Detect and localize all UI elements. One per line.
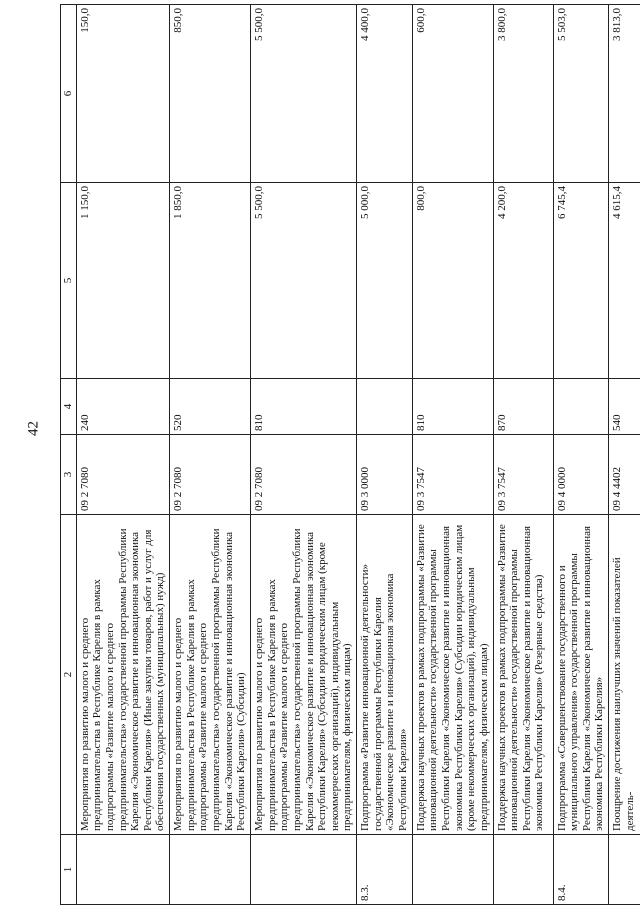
header-col-4: 4	[61, 379, 77, 435]
row-sum-1: 5 500,0	[250, 183, 356, 379]
row-code: 09 2 7080	[170, 435, 251, 515]
row-number	[170, 835, 251, 905]
header-col-1: 1	[61, 835, 77, 905]
row-expense-type	[357, 379, 413, 435]
row-expense-type: 240	[76, 379, 169, 435]
row-expense-type: 810	[250, 379, 356, 435]
row-sum-2: 5 503,0	[553, 5, 609, 183]
row-sum-2: 600,0	[412, 5, 493, 183]
table-row	[412, 5, 493, 905]
row-code: 09 4 4402	[609, 435, 640, 515]
header-col-3: 3	[61, 435, 77, 515]
row-number: 8.4.	[553, 835, 609, 905]
row-number	[493, 835, 553, 905]
row-number	[609, 835, 640, 905]
row-name: Мероприятия по развитию малого и среднего предпринимательства в Республике Карелия в рамках подпрограммы «Развитие малого и среднего предпринимательства» государственной программы Республики Карелия «Экономическое развитие и инновационная экономика Республики Карелия» (Иные закупки товаров, работ и услуг для обеспечения государственных (муниципальных) нужд)	[76, 515, 169, 835]
table-row	[553, 5, 609, 905]
row-sum-2: 850,0	[170, 5, 251, 183]
header-col-2: 2	[61, 515, 77, 835]
row-code: 09 3 0000	[357, 435, 413, 515]
row-sum-1: 6 745,4	[553, 183, 609, 379]
row-number: 8.3.	[357, 835, 413, 905]
page-number: 42	[25, 421, 42, 436]
table-row	[493, 5, 553, 905]
row-name: Поощрение достижения наилучших значений показателей деятель-	[609, 515, 640, 835]
row-name: Поддержка научных проектов в рамках подпрограммы «Развитие инновационной деятельности» государственной программы Республики Карелия «Экономическое развитие и инновационная экономика Республики Карелия» (Субсидии юридическим лицам (кроме некоммерческих организаций), индивидуальным предпринимателям, физическим лицам)	[412, 515, 493, 835]
table-row	[170, 5, 251, 905]
row-expense-type: 870	[493, 379, 553, 435]
row-code: 09 2 7080	[76, 435, 169, 515]
header-col-6: 6	[61, 5, 77, 183]
row-name: Мероприятия по развитию малого и среднего предпринимательства в Республике Карелия в рамках подпрограммы «Развитие малого и среднего предпринимательства» государственной программы Республики Карелия «Экономическое развитие и инновационная экономика Республики Карелия» (Субсидии)	[170, 515, 251, 835]
row-sum-1: 5 000,0	[357, 183, 413, 379]
row-code: 09 4 0000	[553, 435, 609, 515]
row-sum-2: 3 813,0	[609, 5, 640, 183]
row-name: Мероприятия по развитию малого и среднего предпринимательства в Республике Карелия в рамках подпрограммы «Развитие малого и среднего предпринимательства» государственной программы Республики Карелия «Экономическое развитие и инновационная экономика Республики Карелия» (Субсидии юридическим лицам (кроме некоммерческих организаций), индивидуальным предпринимателям, физическим лицам)	[250, 515, 356, 835]
row-code: 09 3 7547	[412, 435, 493, 515]
table-row	[357, 5, 413, 905]
header-col-5: 5	[61, 183, 77, 379]
row-number	[250, 835, 356, 905]
row-sum-1: 800,0	[412, 183, 493, 379]
row-expense-type: 810	[412, 379, 493, 435]
row-sum-1: 1 850,0	[170, 183, 251, 379]
budget-table	[60, 4, 640, 905]
row-sum-2: 150,0	[76, 5, 169, 183]
table-header-row	[61, 5, 77, 905]
row-sum-1: 4 615,4	[609, 183, 640, 379]
table-row	[76, 5, 169, 905]
table-row	[609, 5, 640, 905]
row-name: Подпрограмма «Развитие инновационной деятельности» государственной программы Республики Карелия «Экономическое развитие и инновационная экономика Республики Карелия»	[357, 515, 413, 835]
row-sum-2: 3 800,0	[493, 5, 553, 183]
row-sum-1: 4 200,0	[493, 183, 553, 379]
table-row	[250, 5, 356, 905]
row-expense-type	[553, 379, 609, 435]
budget-table-sheet	[60, 5, 640, 905]
row-number	[76, 835, 169, 905]
row-code: 09 3 7547	[493, 435, 553, 515]
row-code: 09 2 7080	[250, 435, 356, 515]
row-expense-type: 540	[609, 379, 640, 435]
row-number	[412, 835, 493, 905]
row-sum-1: 1 150,0	[76, 183, 169, 379]
row-sum-2: 5 500,0	[250, 5, 356, 183]
row-sum-2: 4 400,0	[357, 5, 413, 183]
row-name: Поддержка научных проектов в рамках подпрограммы «Развитие инновационной деятельности» государственной программы Республики Карелия «Экономическое развитие и инновационная экономика Республики Карелия» (Резервные средства)	[493, 515, 553, 835]
row-expense-type: 520	[170, 379, 251, 435]
row-name: Подпрограмма «Совершенствование государственного и муниципального управления» государственной программы Республики Карелия «Экономическое развитие и инновационная экономика Республики Карелия»	[553, 515, 609, 835]
